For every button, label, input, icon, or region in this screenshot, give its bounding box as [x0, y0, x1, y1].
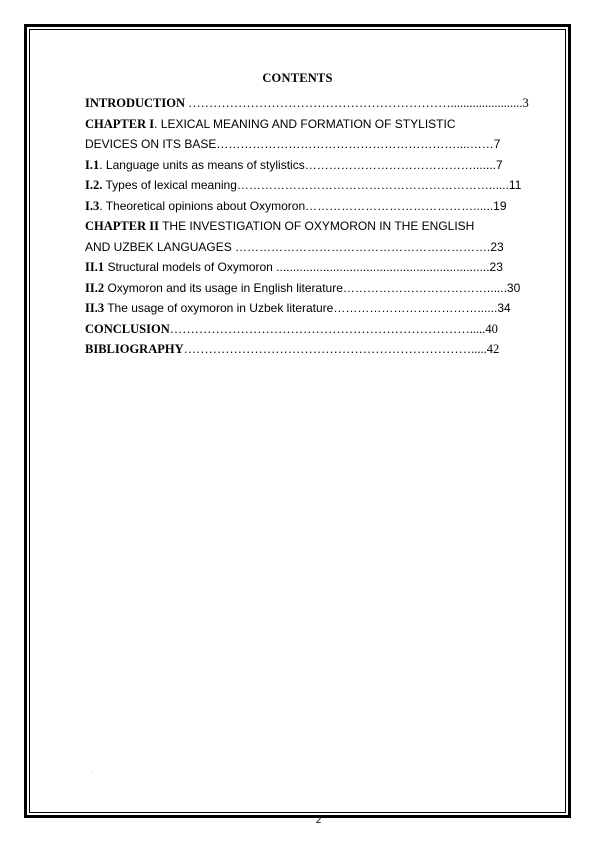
entry-text: . Language units as means of stylistics: [99, 157, 305, 172]
entry-label: CHAPTER II: [85, 219, 159, 233]
entry-leader: ………………………………......34: [333, 301, 511, 315]
toc-title: CONTENTS: [262, 71, 333, 85]
toc-entry-2-1[interactable]: [85, 257, 555, 278]
page-number: 2: [315, 815, 322, 826]
entry-label: CONCLUSION: [85, 321, 170, 336]
entry-text: THE INVESTIGATION OF OXYMORON IN THE ENGLISH: [158, 219, 475, 233]
entry-label: CHAPTER I: [85, 116, 155, 131]
entry-label: II.3: [85, 301, 105, 315]
toc-entry-1-1[interactable]: [85, 155, 555, 176]
entry-text: AND UZBEK LANGUAGES: [85, 239, 232, 254]
entry-label: INTRODUCTION: [85, 96, 186, 110]
entry-label: I.1: [85, 157, 100, 172]
toc-entry-chapter-1[interactable]: [85, 114, 555, 135]
entry-text: Oxymoron and its usage in English literature: [104, 280, 343, 295]
entry-leader: ……………………………………………………....……7: [216, 137, 501, 151]
entry-label: BIBLIOGRAPHY: [85, 342, 184, 356]
entry-leader: ……………………………………......19: [305, 198, 507, 213]
entry-leader: …………………………………………………………….....42: [183, 342, 500, 356]
toc-entry-chapter-2[interactable]: [85, 216, 555, 237]
toc-entry-bibliography[interactable]: [85, 339, 555, 360]
entry-leader: ……………………………………………………………….....40: [169, 321, 498, 336]
entry-label: II.1: [85, 260, 105, 274]
entry-leader: ………………………………………………………......11: [236, 178, 522, 192]
entry-text: The usage of oxymoron in Uzbek literature: [104, 301, 334, 315]
entry-leader: ................................................................23: [276, 260, 503, 274]
toc-entry-conclusion[interactable]: [85, 319, 555, 340]
entry-text: DEVICES ON ITS BASE: [85, 137, 217, 151]
table-of-contents: [85, 93, 555, 360]
toc-entry-chapter-1-cont[interactable]: [85, 134, 555, 155]
entry-leader: …………………………………….......7: [304, 157, 503, 172]
entry-leader: ………………………………......30: [342, 280, 521, 295]
toc-entry-2-3[interactable]: [85, 298, 555, 319]
toc-entry-1-2[interactable]: [85, 175, 555, 196]
entry-text: Structural models of Oxymoron: [104, 260, 277, 274]
entry-text: . Theoretical opinions about Oxymoron: [99, 198, 306, 213]
toc-entry-2-2[interactable]: [85, 278, 555, 299]
entry-label: I.3: [85, 198, 100, 213]
toc-entry-chapter-2-cont[interactable]: [85, 237, 555, 258]
entry-label: I.2.: [85, 178, 103, 192]
entry-leader: ……………………………………………………….......................3: [185, 96, 529, 110]
toc-entry-1-3[interactable]: [85, 196, 555, 217]
entry-text: Types of lexical meaning: [102, 178, 237, 192]
footer-mark: ·: [91, 770, 93, 776]
entry-label: II.2: [85, 280, 105, 295]
toc-entry-introduction[interactable]: [85, 93, 555, 114]
entry-leader: ……………………………………………………….23: [231, 239, 504, 254]
entry-text: . LEXICAL MEANING AND FORMATION OF STYLISTIC: [154, 116, 456, 131]
